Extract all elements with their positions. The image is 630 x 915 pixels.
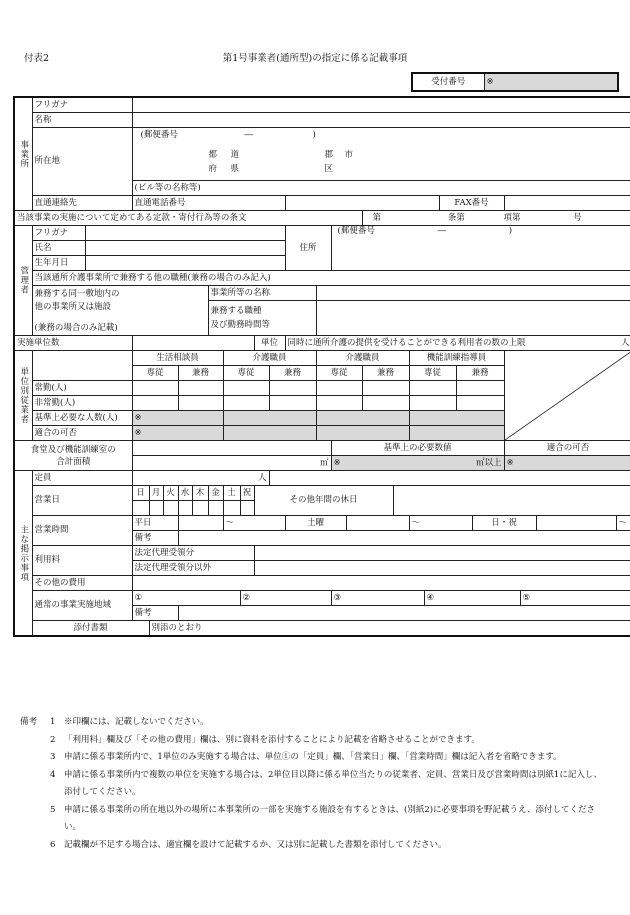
note-item xyxy=(20,749,610,767)
notes-section xyxy=(20,714,610,854)
senju-3: 専従 xyxy=(316,366,362,381)
document-title: 第1号事業者(通所型)の指定に係る記載事項 xyxy=(222,53,408,64)
job-field[interactable] xyxy=(316,301,630,336)
note-item xyxy=(20,802,610,837)
jigyosho-postal-dash: ― xyxy=(244,130,254,140)
jigyosho-name-label: 名称 xyxy=(32,113,132,128)
standard-mark: ※ xyxy=(333,457,341,468)
area-2[interactable]: ② xyxy=(240,591,331,606)
fit-4 xyxy=(409,426,504,441)
note-number: 4 xyxy=(50,769,56,780)
senju-4: 専従 xyxy=(409,366,456,381)
pref-do: 道 xyxy=(230,150,240,160)
diagonal-line xyxy=(505,351,630,440)
jigyosho-postal-label: (郵便番号 xyxy=(140,130,178,140)
fit-1: ※ xyxy=(132,426,223,441)
row-required: 基準上必要な人数(人) xyxy=(32,411,132,426)
office-name-field[interactable] xyxy=(316,286,630,301)
standard-label: 基準上の必要数値 xyxy=(331,441,504,456)
gun: 郡 xyxy=(324,150,334,160)
required-4 xyxy=(409,411,504,426)
eigyobi-label: 営業日 xyxy=(32,486,132,516)
capacity-label: 同時に通所介護の提供を受けることができる利用者の数の上限 xyxy=(287,337,526,348)
note-number: 3 xyxy=(50,752,56,762)
kenmu-1: 兼務 xyxy=(178,366,223,381)
kanrisha-name-label: 氏名 xyxy=(32,241,85,256)
required-1: ※ xyxy=(132,411,223,426)
doyo-label: 土曜 xyxy=(285,516,346,531)
capacity-nin: 人 xyxy=(621,337,630,348)
role-1: 生活相談員 xyxy=(132,351,223,366)
kenmu-line-1: 兼務する同一敷地内の xyxy=(34,289,120,299)
note-item xyxy=(20,767,610,802)
holiday-label: その他年間の休日 xyxy=(254,486,393,516)
article-field[interactable] xyxy=(362,211,630,226)
teiin-field[interactable]: 人 xyxy=(132,471,269,486)
unit-tani: 単位 xyxy=(254,336,285,351)
jigyosho-furigana-label: フリガナ xyxy=(32,97,132,113)
note-number: 5 xyxy=(50,804,56,815)
note-text: 記載欄が不足する場合は、適宜欄を設けて記載するか、又は別に記載した書類を添付してください。 xyxy=(64,839,447,850)
jigyosho-postal-close: ) xyxy=(312,130,316,140)
notes-heading: 備考 xyxy=(20,717,38,727)
dining-fit-label: 適合の可否 xyxy=(504,441,630,456)
fit-2 xyxy=(223,426,316,441)
capacity-field[interactable] xyxy=(285,336,630,351)
kanrisha-postal-close: ) xyxy=(508,226,513,236)
fee2-field[interactable] xyxy=(254,561,630,576)
role-4: 機能訓練指導員 xyxy=(409,351,504,366)
hours-tilde-3: ～ xyxy=(616,516,630,531)
receipt-field[interactable]: ※ xyxy=(484,73,618,91)
unit-count-label: 実施単位数 xyxy=(14,336,132,351)
other-fee-label: その他の費用 xyxy=(32,576,132,591)
area-5[interactable]: ⑤ xyxy=(520,591,630,606)
kenmu-line-3: (兼務の場合のみ記載) xyxy=(34,323,118,333)
required-3 xyxy=(316,411,409,426)
kanrisha-name-field[interactable] xyxy=(85,241,285,256)
day-sat: 土 xyxy=(223,486,240,501)
pref-fu: 府 xyxy=(208,164,218,174)
note-number: 2 xyxy=(50,734,56,745)
dining-line-1: 食堂及び機能訓練室の xyxy=(30,444,116,455)
note-text: 「利用料」欄及び「その他の費用」欄は、別に資料を添付することにより記載を省略させることができます。 xyxy=(64,734,480,745)
receipt-label: 受付番号 xyxy=(412,73,484,91)
fee-label: 利用料 xyxy=(32,546,132,576)
dining-line-2: 合計面積 xyxy=(56,456,91,467)
section-keiji: 主な掲示事項 xyxy=(14,471,32,637)
nichisyuku-label: 日・祝 xyxy=(472,516,536,531)
article-go: 号 xyxy=(573,212,582,223)
kanrisha-furigana-field[interactable] xyxy=(85,226,285,241)
ku: 区 xyxy=(324,164,334,174)
kenmu-4: 兼務 xyxy=(456,366,504,381)
standard-unit: ㎡以上 xyxy=(476,457,502,468)
phone-label: 直通電話番号 xyxy=(132,196,285,211)
phone-field[interactable] xyxy=(285,196,439,211)
note-item xyxy=(20,714,610,732)
hours-biko-label: 備考 xyxy=(132,531,178,546)
kanrisha-postal-label: (郵便番号 xyxy=(337,226,375,236)
pref-to: 都 xyxy=(208,150,218,160)
teiin-label: 定員 xyxy=(32,471,132,486)
note-number: 1 xyxy=(50,717,56,727)
kanrisha-address-field[interactable] xyxy=(331,226,630,271)
kanrisha-birth-field[interactable] xyxy=(85,256,285,271)
other-fee-field[interactable] xyxy=(132,576,630,591)
job-line-2: 及び勤務時間等 xyxy=(210,320,271,330)
jigyosho-address-label: 所在地 xyxy=(32,128,132,196)
application-form xyxy=(13,96,630,637)
note-text: ※印欄には、記載しないでください。 xyxy=(64,717,209,727)
kanrisha-kenmu-note: 当該通所介護事業所で兼務する他の職種(兼務の場合のみ記入) xyxy=(32,271,630,286)
hours-tilde-1: ～ xyxy=(223,516,285,531)
senju-1: 専従 xyxy=(132,366,178,381)
area-biko-label: 備考 xyxy=(132,606,178,621)
shi: 市 xyxy=(344,150,354,160)
jigyosho-name-field[interactable] xyxy=(132,113,630,128)
senju-2: 専従 xyxy=(223,366,269,381)
jigyosho-furigana-field[interactable] xyxy=(132,97,630,113)
day-tue: 火 xyxy=(163,486,178,501)
section-staff: 単位別従業者 xyxy=(14,351,32,441)
dining-label xyxy=(14,441,132,471)
pref-ken: 県 xyxy=(230,164,240,174)
kenmu-3: 兼務 xyxy=(362,366,409,381)
fax-label: FAX番号 xyxy=(439,196,504,211)
section-kanrisha: 管理者 xyxy=(14,226,32,336)
receipt-number-box xyxy=(411,72,619,92)
dining-fit-field: ※ xyxy=(504,456,630,471)
hours-label: 営業時間 xyxy=(32,516,132,546)
jigyosho-building[interactable]: (ビル等の名称等) xyxy=(132,181,630,196)
note-text: 申請に係る事業所内で複数の単位を実施する場合は、2単位目以降に係る単位当たりの従業者、定員、営業日及び営業時間は別紙1に記入し、添付してください。 xyxy=(64,769,602,797)
kanrisha-furigana-label: フリガナ xyxy=(32,226,85,241)
area-label: 通常の事業実施地域 xyxy=(32,591,132,621)
day-sun: 日 xyxy=(132,486,149,501)
office-name-label: 事業所等の名称 xyxy=(208,286,316,301)
hours-biko-field[interactable] xyxy=(178,531,630,546)
note-item xyxy=(20,837,610,855)
note-text: 申請に係る事業所内で、1単位のみ実施する場合は、単位①の「定員」欄、「営業日」欄、「営業時間」欄は記入者を省略できます。 xyxy=(64,752,562,762)
note-number: 6 xyxy=(50,839,56,850)
kanrisha-postal-dash: ― xyxy=(437,226,447,236)
heijitsu-label: 平日 xyxy=(132,516,178,531)
jigyosho-address-field[interactable] xyxy=(132,128,630,181)
row-parttime: 非常勤(人) xyxy=(32,396,132,411)
contact-label: 直通連絡先 xyxy=(32,196,132,211)
article-kou: 項第 xyxy=(503,212,521,223)
day-mon: 月 xyxy=(149,486,163,501)
kenmu-line-2: 他の事業所又は施設 xyxy=(34,302,112,312)
note-item xyxy=(20,732,610,750)
unit-count-field[interactable] xyxy=(132,336,254,351)
fee2-label: 法定代理受領分以外 xyxy=(132,561,254,576)
diagonal-cell xyxy=(504,351,630,441)
section-jigyosho: 事業所 xyxy=(14,97,32,211)
fit-3 xyxy=(316,426,409,441)
role-2: 介護職員 xyxy=(223,351,316,366)
area-4[interactable]: ④ xyxy=(424,591,520,606)
article-jo: 条第 xyxy=(447,212,465,223)
attach-value: 別添のとおり xyxy=(149,621,630,637)
day-thu: 木 xyxy=(192,486,208,501)
required-2 xyxy=(223,411,316,426)
kenmu-2: 兼務 xyxy=(269,366,316,381)
fee1-label: 法定代理受領分 xyxy=(132,546,254,561)
kanrisha-address-label: 住所 xyxy=(285,226,331,271)
fee1-field[interactable] xyxy=(254,546,630,561)
fax-field[interactable] xyxy=(504,196,630,211)
job-line-1: 兼務する職種 xyxy=(210,306,262,316)
day-hol: 祝 xyxy=(240,486,254,501)
standard-field xyxy=(331,456,504,471)
hours-tilde-2: ～ xyxy=(409,516,472,531)
row-fulltime: 常勤(人) xyxy=(32,381,132,396)
day-fri: 金 xyxy=(208,486,223,501)
dining-area-field[interactable]: ㎡ xyxy=(132,456,331,471)
row-fit: 適合の可否 xyxy=(32,426,132,441)
kanrisha-kenmu-label xyxy=(32,286,208,336)
area-3[interactable]: ③ xyxy=(331,591,424,606)
note-text: 申請に係る事業所の所在地以外の場所に本事業所の一部を実施する施設を有するときは、(別紙2)に必要事項を野記載うえ、添付してください。 xyxy=(64,804,596,832)
kanrisha-birth-label: 生年月日 xyxy=(32,256,85,271)
area-biko-field[interactable] xyxy=(178,606,630,621)
day-wed: 水 xyxy=(178,486,192,501)
holiday-field[interactable] xyxy=(393,486,630,516)
article-dai: 第 xyxy=(372,212,382,223)
attach-label: 添付書類 xyxy=(32,621,149,637)
appendix-label: 付表2 xyxy=(24,53,50,64)
article-label: 当該事業の実施について定めてある定款・寄付行為等の条文 xyxy=(14,211,362,226)
job-label xyxy=(208,301,316,336)
area-1[interactable]: ① xyxy=(132,591,240,606)
role-3: 介護職員 xyxy=(316,351,409,366)
